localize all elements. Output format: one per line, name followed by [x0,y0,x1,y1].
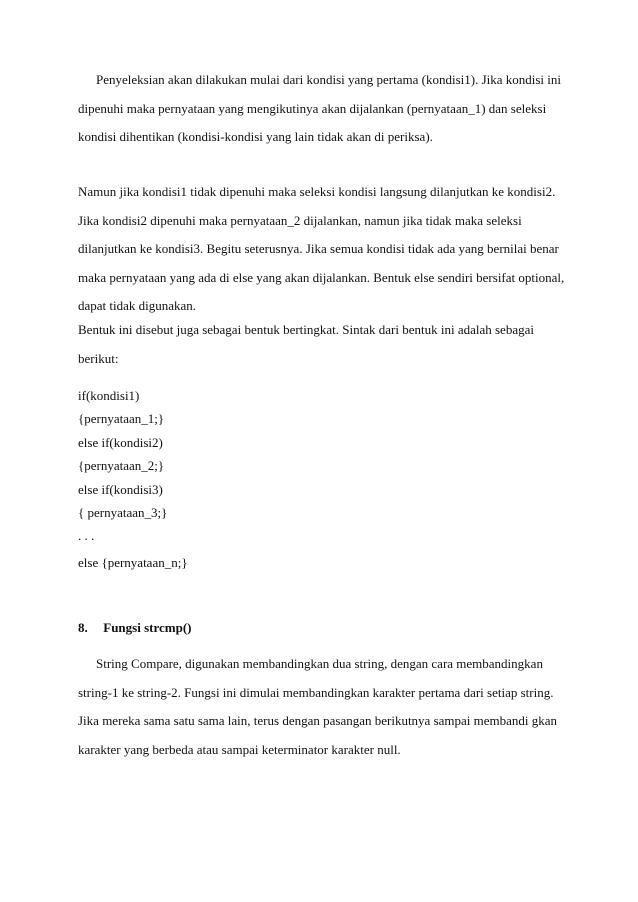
code-line: else if(kondisi2) [78,434,163,450]
code-block [78,384,167,548]
paragraph-line: berikut: [78,350,119,366]
paragraph-line: Jika mereka sama satu sama lain, terus dengan pasangan berikutnya sampai membandi gkan [78,713,558,728]
paragraph-line: karakter yang berbeda atau sampai keterminator karakter null. [78,741,401,757]
section-title: Fungsi strcmp() [103,620,192,635]
paragraph-line: maka pernyataan yang ada di else yang akan dijalankan. Bentuk else sendiri bersifat optional, [78,269,565,285]
paragraph-line: dipenuhi maka pernyataan yang mengikutinya akan dijalankan (pernyataan_1) dan seleksi [78,100,547,116]
paragraph-selection-intro [78,66,578,152]
code-line: else {pernyataan_n;} [78,555,188,570]
code-line: { pernyataan_3;} [78,505,168,521]
code-line: if(kondisi1) [78,388,140,403]
paragraph-strcmp-description [78,650,578,764]
paragraph-syntax-intro [78,316,578,373]
paragraph-line: dapat tidak digunakan. [78,298,197,313]
code-ellipsis: . . . [78,528,95,544]
paragraph-line: String Compare, digunakan membandingkan dua string, dengan cara membandingkan [96,656,543,671]
paragraph-line: dilanjutkan ke kondisi3. Begitu seterusnya. Jika semua kondisi tidak ada yang bernilai benar [78,241,559,256]
section-number: 8. [78,620,88,635]
paragraph-line: Penyeleksian akan dilakukan mulai dari kondisi yang pertama (kondisi1). Jika kondisi ini [96,72,562,87]
paragraph-line: Jika kondisi2 dipenuhi maka pernyataan_2 dijalankan, namun jika tidak maka seleksi [78,212,522,228]
code-else-line [78,551,188,574]
paragraph-line: kondisi dihentikan (kondisi-kondisi yang lain tidak akan di periksa). [78,129,433,144]
paragraph-else-if-explanation [78,178,578,321]
code-line: {pernyataan_1;} [78,411,165,427]
code-line: {pernyataan_2;} [78,458,165,474]
paragraph-line: string-1 ke string-2. Fungsi ini dimulai membandingkan karakter pertama dari setiap string. [78,684,554,700]
code-line: else if(kondisi3) [78,481,163,497]
paragraph-line: Bentuk ini disebut juga sebagai bentuk bertingkat. Sintak dari bentuk ini adalah sebagai [78,322,534,337]
section-heading [78,617,191,639]
paragraph-line: Namun jika kondisi1 tidak dipenuhi maka seleksi kondisi langsung dilanjutkan ke kondisi2. [78,184,556,199]
